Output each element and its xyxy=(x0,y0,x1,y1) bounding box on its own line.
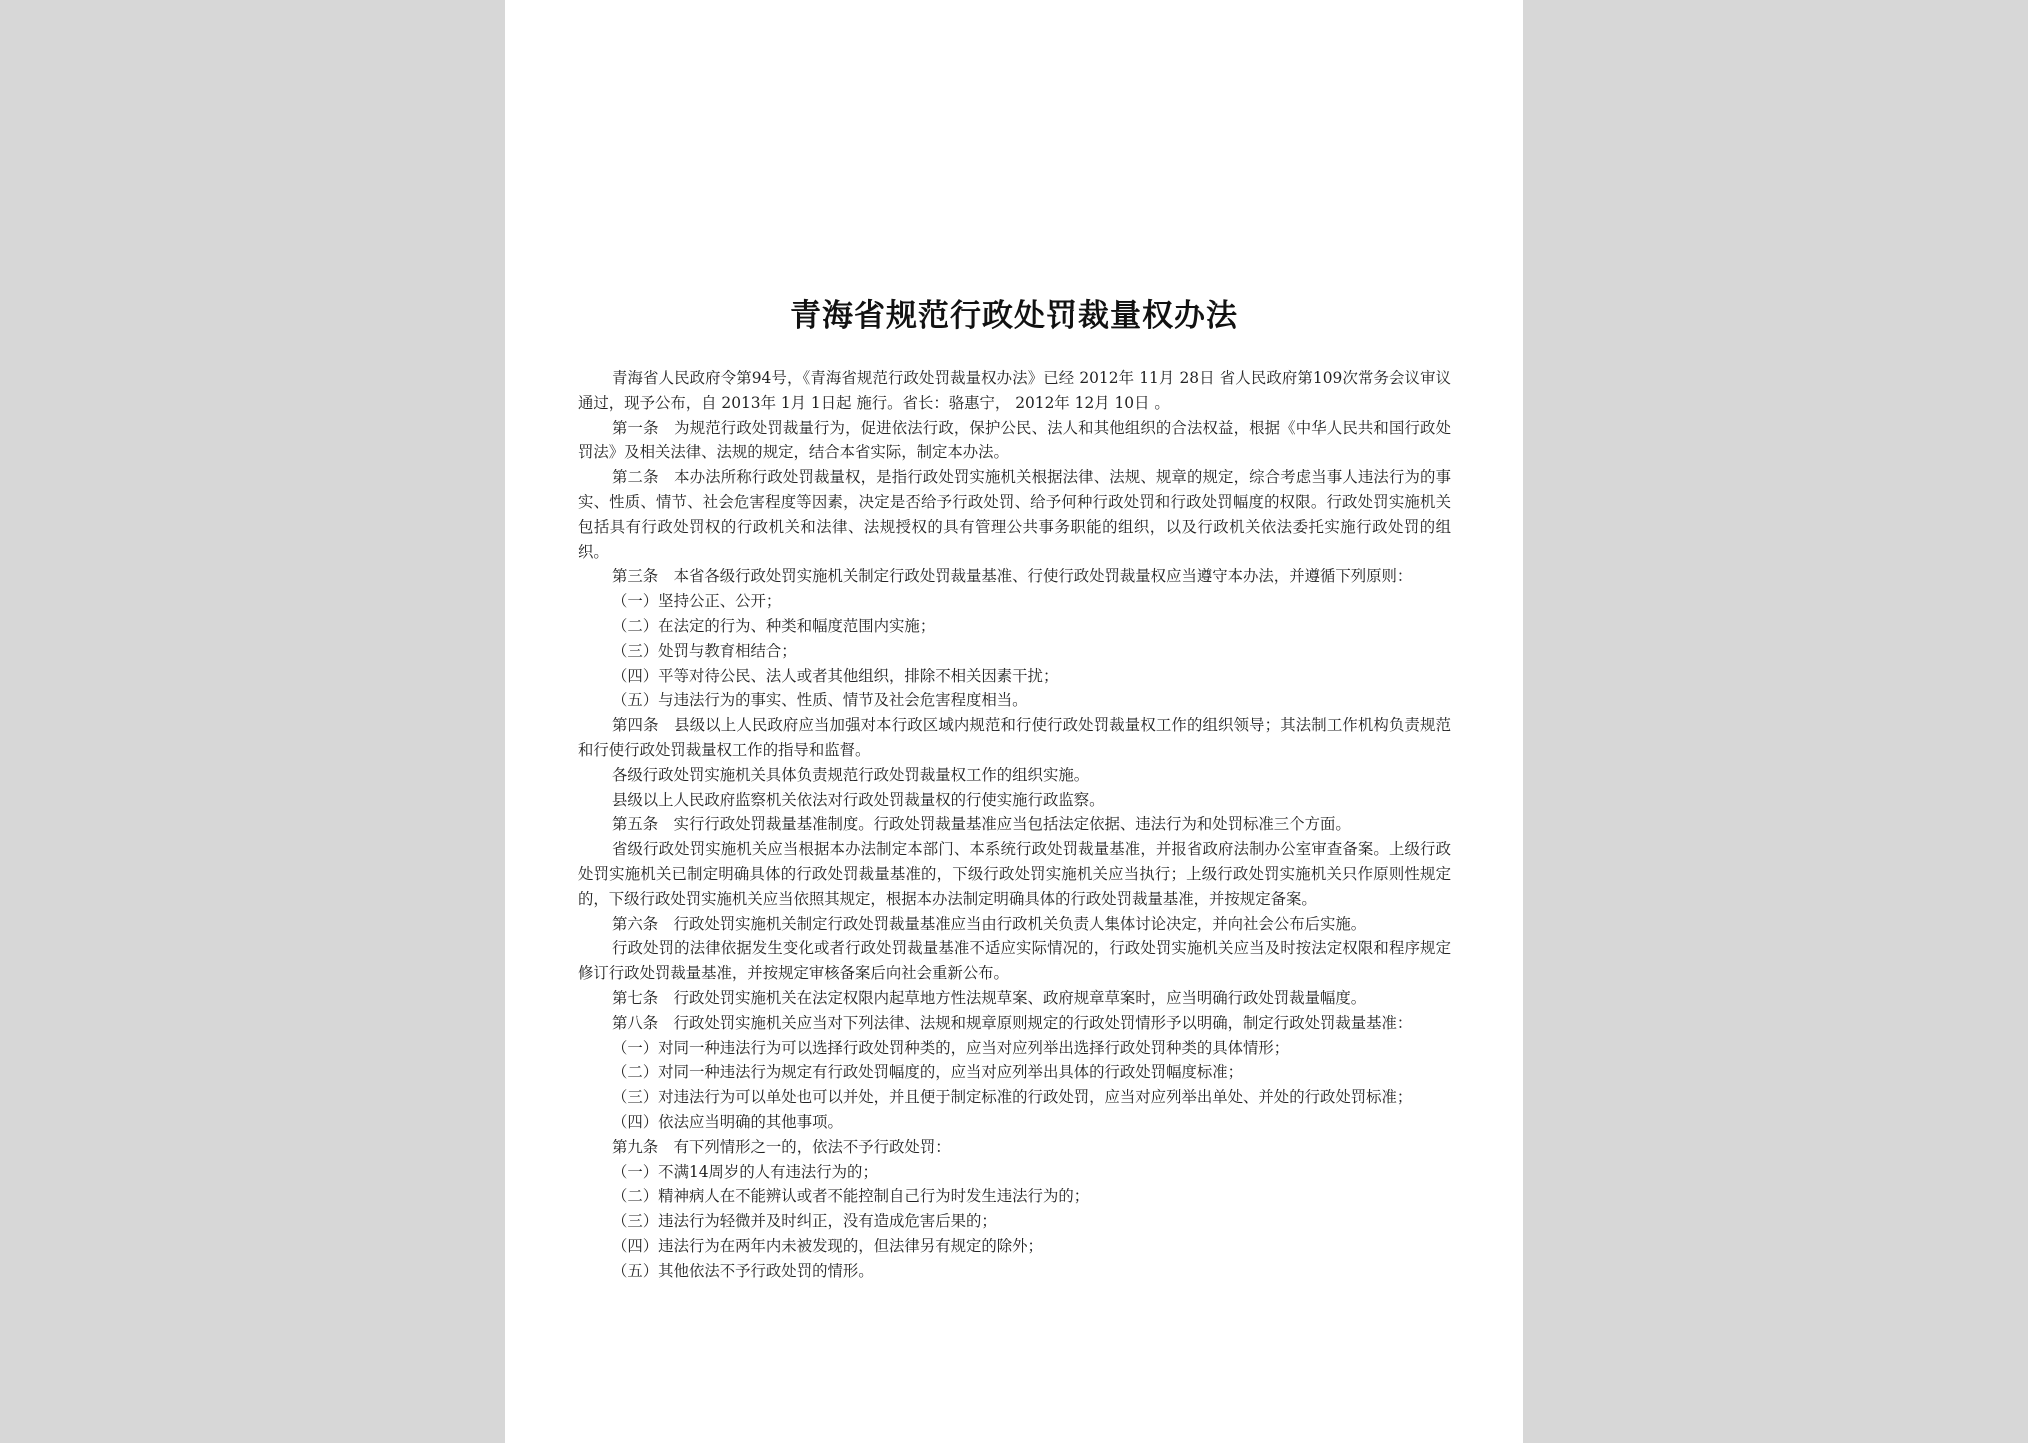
article-5-para-2: 省级行政处罚实施机关应当根据本办法制定本部门、本系统行政处罚裁量基准，并报省政府法制办公室审查备案。上级行政处罚实施机关已制定明确具体的行政处罚裁量基准的，下级行政处罚实施机关应当执行；上级行政处罚实施机关只作原则性规定的，下级行政处罚实施机关应当依照其规定，根据本办法制定明确具体的行政处罚裁量基准，并按规定备案。 xyxy=(578,840,1451,908)
article-9-item-4: （四）违法行为在两年内未被发现的，但法律另有规定的除外； xyxy=(612,1236,1043,1255)
document-body xyxy=(578,366,1451,1283)
article-7: 第七条 行政处罚实施机关在法定权限内起草地方性法规草案、政府规章草案时，应当明确行政处罚裁量幅度。 xyxy=(612,988,1367,1007)
article-8-item-2: （二）对同一种违法行为规定有行政处罚幅度的，应当对应列举出具体的行政处罚幅度标准； xyxy=(612,1063,1244,1082)
article-3: 第三条 本省各级行政处罚实施机关制定行政处罚裁量基准、行使行政处罚裁量权应当遵守本办法，并遵循下列原则： xyxy=(612,567,1413,586)
article-3-item-5: （五）与违法行为的事实、性质、情节及社会危害程度相当。 xyxy=(612,691,1028,710)
article-9-item-3: （三）违法行为轻微并及时纠正，没有造成危害后果的； xyxy=(612,1212,997,1231)
article-9-item-5: （五）其他依法不予行政处罚的情形。 xyxy=(612,1261,874,1280)
article-2: 第二条 本办法所称行政处罚裁量权，是指行政处罚实施机关根据法律、法规、规章的规定，综合考虑当事人违法行为的事实、性质、情节、社会危害程度等因素，决定是否给予行政处罚、给予何种行政处罚和行政处罚幅度的权限。行政处罚实施机关包括具有行政处罚权的行政机关和法律、法规授权的具有管理公共事务职能的组织，以及行政机关依法委托实施行政处罚的组织。 xyxy=(578,468,1451,561)
article-1: 第一条 为规范行政处罚裁量行为，促进依法行政，保护公民、法人和其他组织的合法权益，根据《中华人民共和国行政处罚法》及相关法律、法规的规定，结合本省实际，制定本办法。 xyxy=(578,418,1451,462)
article-8-item-1: （一）对同一种违法行为可以选择行政处罚种类的，应当对应列举出选择行政处罚种类的具体情形； xyxy=(612,1038,1290,1057)
article-3-item-1: （一）坚持公正、公开； xyxy=(612,592,782,611)
article-3-item-3: （三）处罚与教育相结合； xyxy=(612,641,797,660)
article-9-item-2: （二）精神病人在不能辨认或者不能控制自己行为时发生违法行为的； xyxy=(612,1187,1090,1206)
article-3-item-2: （二）在法定的行为、种类和幅度范围内实施； xyxy=(612,616,936,635)
document-title: 青海省规范行政处罚裁量权办法 xyxy=(790,298,1238,334)
article-9-item-1: （一）不满14周岁的人有违法行为的； xyxy=(612,1162,878,1181)
article-6-para-2: 行政处罚的法律依据发生变化或者行政处罚裁量基准不适应实际情况的，行政处罚实施机关应当及时按法定权限和程序规定修订行政处罚裁量基准，并按规定审核备案后向社会重新公布。 xyxy=(578,939,1451,983)
article-4-para-2: 各级行政处罚实施机关具体负责规范行政处罚裁量权工作的组织实施。 xyxy=(612,765,1090,784)
article-8-item-4: （四）依法应当明确的其他事项。 xyxy=(612,1112,843,1131)
article-3-item-4: （四）平等对待公民、法人或者其他组织，排除不相关因素干扰； xyxy=(612,666,1059,685)
document-page xyxy=(505,0,1523,1443)
article-4: 第四条 县级以上人民政府应当加强对本行政区域内规范和行使行政处罚裁量权工作的组织领导；其法制工作机构负责规范和行使行政处罚裁量权工作的指导和监督。 xyxy=(578,716,1451,759)
article-8: 第八条 行政处罚实施机关应当对下列法律、法规和规章原则规定的行政处罚情形予以明确，制定行政处罚裁量基准： xyxy=(612,1013,1413,1032)
paragraph-decree: 青海省人民政府令第94号，《青海省规范行政处罚裁量权办法》已经 2012年 11月 28日 省人民政府第109次常务会议审议通过，现予公布，自 2013年 1月 1日起 施行。省长：骆惠宁， 2012年 12月 10日 。 xyxy=(578,369,1451,412)
article-4-para-3: 县级以上人民政府监察机关依法对行政处罚裁量权的行使实施行政监察。 xyxy=(612,790,1105,809)
article-8-item-3: （三）对违法行为可以单处也可以并处，并且便于制定标准的行政处罚，应当对应列举出单处、并处的行政处罚标准； xyxy=(612,1088,1413,1107)
article-9: 第九条 有下列情形之一的，依法不予行政处罚： xyxy=(612,1137,951,1156)
article-6: 第六条 行政处罚实施机关制定行政处罚裁量基准应当由行政机关负责人集体讨论决定，并向社会公布后实施。 xyxy=(612,914,1367,933)
article-5: 第五条 实行行政处罚裁量基准制度。行政处罚裁量基准应当包括法定依据、违法行为和处罚标准三个方面。 xyxy=(612,815,1351,834)
